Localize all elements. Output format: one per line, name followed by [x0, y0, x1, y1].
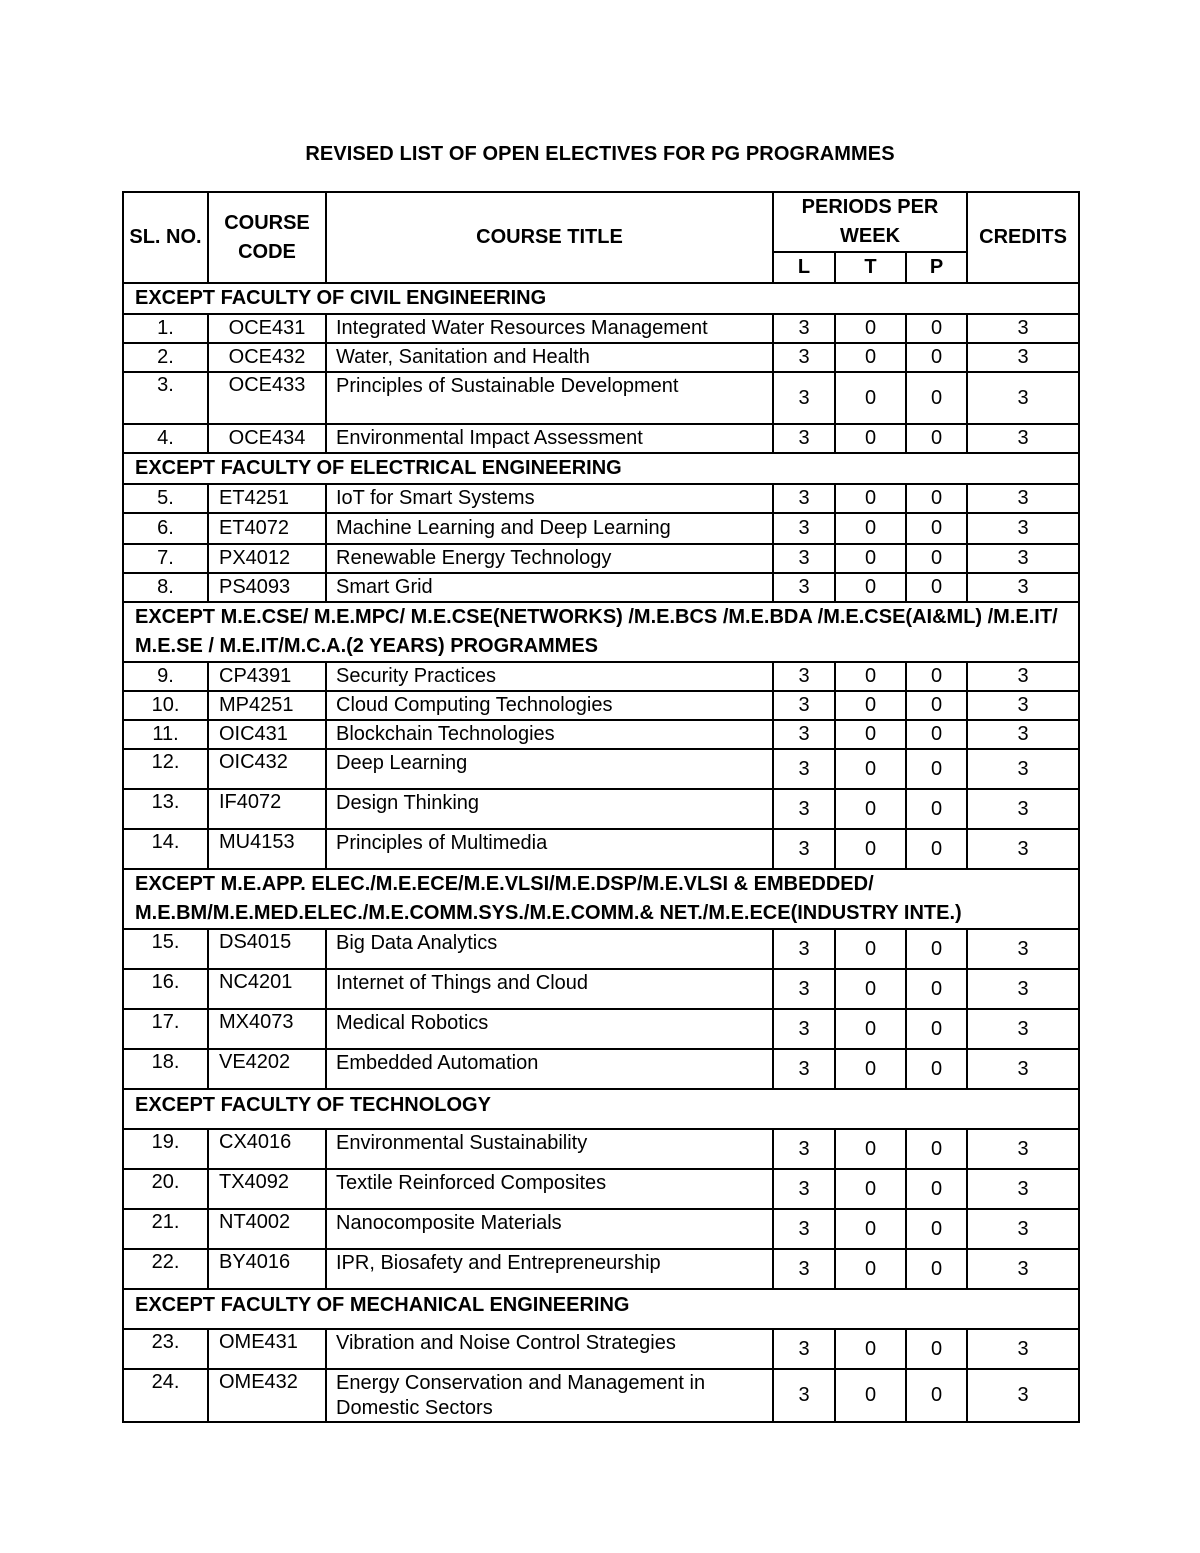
- sl-number: 10.: [123, 691, 208, 720]
- course-code: DS4015: [208, 929, 326, 969]
- course-code: OCE434: [208, 424, 326, 453]
- credits: 3: [967, 343, 1079, 372]
- practical-periods: 0: [906, 1049, 967, 1089]
- course-title: Textile Reinforced Composites: [326, 1169, 773, 1209]
- tutorial-periods: 0: [835, 1009, 906, 1049]
- course-title: IoT for Smart Systems: [326, 484, 773, 513]
- practical-periods: 0: [906, 662, 967, 691]
- course-code: OIC432: [208, 749, 326, 789]
- practical-periods: 0: [906, 1009, 967, 1049]
- tutorial-periods: 0: [835, 1049, 906, 1089]
- tutorial-periods: 0: [835, 1169, 906, 1209]
- course-title: Vibration and Noise Control Strategies: [326, 1329, 773, 1369]
- credits: 3: [967, 1169, 1079, 1209]
- header-p: P: [906, 252, 967, 283]
- header-t: T: [835, 252, 906, 283]
- sl-number: 8.: [123, 573, 208, 602]
- credits: 3: [967, 372, 1079, 424]
- course-code: IF4072: [208, 789, 326, 829]
- course-title: Embedded Automation: [326, 1049, 773, 1089]
- table-row: [123, 749, 1079, 789]
- course-title: Deep Learning: [326, 749, 773, 789]
- group-title: EXCEPT M.E.APP. ELEC./M.E.ECE/M.E.VLSI/M.E.DSP/M.E.VLSI & EMBEDDED/ M.E.BM/M.E.MED.ELEC./M.E.COMM.SYS./M.E.COMM.& NET./M.E.ECE(INDUSTRY INTE.): [123, 869, 1079, 929]
- practical-periods: 0: [906, 1369, 967, 1422]
- tutorial-periods: 0: [835, 1329, 906, 1369]
- credits: 3: [967, 1369, 1079, 1422]
- sl-number: 21.: [123, 1209, 208, 1249]
- sl-number: 12.: [123, 749, 208, 789]
- group-header-row: [123, 1289, 1079, 1329]
- course-title: Cloud Computing Technologies: [326, 691, 773, 720]
- practical-periods: 0: [906, 829, 967, 869]
- course-code: MP4251: [208, 691, 326, 720]
- lecture-periods: 3: [773, 343, 835, 372]
- course-code: OCE432: [208, 343, 326, 372]
- tutorial-periods: 0: [835, 343, 906, 372]
- tutorial-periods: 0: [835, 544, 906, 573]
- practical-periods: 0: [906, 1209, 967, 1249]
- practical-periods: 0: [906, 544, 967, 573]
- tutorial-periods: 0: [835, 1249, 906, 1289]
- course-code: OCE433: [208, 372, 326, 424]
- sl-number: 15.: [123, 929, 208, 969]
- lecture-periods: 3: [773, 929, 835, 969]
- practical-periods: 0: [906, 1329, 967, 1369]
- tutorial-periods: 0: [835, 1209, 906, 1249]
- table-row: [123, 573, 1079, 602]
- credits: 3: [967, 1129, 1079, 1169]
- credits: 3: [967, 662, 1079, 691]
- lecture-periods: 3: [773, 789, 835, 829]
- tutorial-periods: 0: [835, 749, 906, 789]
- course-title: Smart Grid: [326, 573, 773, 602]
- tutorial-periods: 0: [835, 691, 906, 720]
- header-row: [123, 192, 1079, 252]
- header-l: L: [773, 252, 835, 283]
- sl-number: 1.: [123, 314, 208, 343]
- tutorial-periods: 0: [835, 424, 906, 453]
- course-title: Design Thinking: [326, 789, 773, 829]
- sl-number: 4.: [123, 424, 208, 453]
- group-header-row: [123, 1089, 1079, 1129]
- lecture-periods: 3: [773, 1009, 835, 1049]
- table-row: [123, 720, 1079, 749]
- lecture-periods: 3: [773, 372, 835, 424]
- course-code: VE4202: [208, 1049, 326, 1089]
- course-code: OCE431: [208, 314, 326, 343]
- page-title: REVISED LIST OF OPEN ELECTIVES FOR PG PROGRAMMES: [305, 143, 895, 165]
- sl-number: 7.: [123, 544, 208, 573]
- course-title: Medical Robotics: [326, 1009, 773, 1049]
- sl-number: 16.: [123, 969, 208, 1009]
- tutorial-periods: 0: [835, 1129, 906, 1169]
- credits: 3: [967, 749, 1079, 789]
- practical-periods: 0: [906, 513, 967, 544]
- tutorial-periods: 0: [835, 829, 906, 869]
- practical-periods: 0: [906, 424, 967, 453]
- sl-number: 23.: [123, 1329, 208, 1369]
- sl-number: 22.: [123, 1249, 208, 1289]
- table-row: [123, 789, 1079, 829]
- course-code: TX4092: [208, 1169, 326, 1209]
- table-row: [123, 1009, 1079, 1049]
- group-title: EXCEPT FACULTY OF ELECTRICAL ENGINEERING: [123, 453, 1079, 484]
- course-code: CP4391: [208, 662, 326, 691]
- group-header-row: [123, 602, 1079, 662]
- table-row: [123, 424, 1079, 453]
- sl-number: 24.: [123, 1369, 208, 1422]
- lecture-periods: 3: [773, 1129, 835, 1169]
- lecture-periods: 3: [773, 544, 835, 573]
- course-code: BY4016: [208, 1249, 326, 1289]
- course-title: Energy Conservation and Management in Domestic Sectors: [326, 1369, 773, 1422]
- tutorial-periods: 0: [835, 372, 906, 424]
- course-code: CX4016: [208, 1129, 326, 1169]
- lecture-periods: 3: [773, 1209, 835, 1249]
- course-code: ET4072: [208, 513, 326, 544]
- sl-number: 9.: [123, 662, 208, 691]
- credits: 3: [967, 1049, 1079, 1089]
- course-title: Environmental Impact Assessment: [326, 424, 773, 453]
- table-row: [123, 1369, 1079, 1422]
- lecture-periods: 3: [773, 1329, 835, 1369]
- practical-periods: 0: [906, 929, 967, 969]
- credits: 3: [967, 573, 1079, 602]
- lecture-periods: 3: [773, 1249, 835, 1289]
- header-course-code: COURSE CODE: [208, 192, 326, 283]
- table-row: [123, 372, 1079, 424]
- tutorial-periods: 0: [835, 720, 906, 749]
- sl-number: 14.: [123, 829, 208, 869]
- table-row: [123, 484, 1079, 513]
- practical-periods: 0: [906, 969, 967, 1009]
- lecture-periods: 3: [773, 314, 835, 343]
- practical-periods: 0: [906, 314, 967, 343]
- header-credits: CREDITS: [967, 192, 1079, 283]
- course-title: Principles of Multimedia: [326, 829, 773, 869]
- course-title: Blockchain Technologies: [326, 720, 773, 749]
- lecture-periods: 3: [773, 691, 835, 720]
- tutorial-periods: 0: [835, 484, 906, 513]
- table-row: [123, 691, 1079, 720]
- lecture-periods: 3: [773, 424, 835, 453]
- practical-periods: 0: [906, 484, 967, 513]
- lecture-periods: 3: [773, 1169, 835, 1209]
- credits: 3: [967, 1009, 1079, 1049]
- course-title: Integrated Water Resources Management: [326, 314, 773, 343]
- credits: 3: [967, 969, 1079, 1009]
- course-title: IPR, Biosafety and Entrepreneurship: [326, 1249, 773, 1289]
- credits: 3: [967, 314, 1079, 343]
- practical-periods: 0: [906, 573, 967, 602]
- credits: 3: [967, 484, 1079, 513]
- course-title: Water, Sanitation and Health: [326, 343, 773, 372]
- course-code: OME432: [208, 1369, 326, 1422]
- lecture-periods: 3: [773, 484, 835, 513]
- lecture-periods: 3: [773, 1049, 835, 1089]
- table-row: [123, 343, 1079, 372]
- table-row: [123, 1249, 1079, 1289]
- practical-periods: 0: [906, 789, 967, 829]
- group-title: EXCEPT FACULTY OF TECHNOLOGY: [123, 1089, 1079, 1129]
- group-header-row: [123, 283, 1079, 314]
- course-code: ET4251: [208, 484, 326, 513]
- table-row: [123, 1209, 1079, 1249]
- credits: 3: [967, 513, 1079, 544]
- course-code: PX4012: [208, 544, 326, 573]
- course-title: Principles of Sustainable Development: [326, 372, 773, 424]
- lecture-periods: 3: [773, 573, 835, 602]
- credits: 3: [967, 1329, 1079, 1369]
- practical-periods: 0: [906, 691, 967, 720]
- sl-number: 2.: [123, 343, 208, 372]
- tutorial-periods: 0: [835, 573, 906, 602]
- credits: 3: [967, 829, 1079, 869]
- lecture-periods: 3: [773, 513, 835, 544]
- course-code: PS4093: [208, 573, 326, 602]
- group-header-row: [123, 869, 1079, 929]
- course-code: MU4153: [208, 829, 326, 869]
- header-periods-per-week: PERIODS PER WEEK: [773, 192, 967, 252]
- table-row: [123, 1129, 1079, 1169]
- sl-number: 6.: [123, 513, 208, 544]
- practical-periods: 0: [906, 1249, 967, 1289]
- course-title: Renewable Energy Technology: [326, 544, 773, 573]
- practical-periods: 0: [906, 1129, 967, 1169]
- course-code: OIC431: [208, 720, 326, 749]
- sl-number: 13.: [123, 789, 208, 829]
- practical-periods: 0: [906, 372, 967, 424]
- credits: 3: [967, 929, 1079, 969]
- group-title: EXCEPT FACULTY OF MECHANICAL ENGINEERING: [123, 1289, 1079, 1329]
- lecture-periods: 3: [773, 720, 835, 749]
- practical-periods: 0: [906, 1169, 967, 1209]
- course-code: MX4073: [208, 1009, 326, 1049]
- tutorial-periods: 0: [835, 314, 906, 343]
- practical-periods: 0: [906, 720, 967, 749]
- lecture-periods: 3: [773, 969, 835, 1009]
- credits: 3: [967, 1209, 1079, 1249]
- course-title: Security Practices: [326, 662, 773, 691]
- practical-periods: 0: [906, 749, 967, 789]
- credits: 3: [967, 789, 1079, 829]
- tutorial-periods: 0: [835, 969, 906, 1009]
- credits: 3: [967, 424, 1079, 453]
- header-course-title: COURSE TITLE: [326, 192, 773, 283]
- tutorial-periods: 0: [835, 789, 906, 829]
- course-title: Internet of Things and Cloud: [326, 969, 773, 1009]
- sl-number: 5.: [123, 484, 208, 513]
- tutorial-periods: 0: [835, 513, 906, 544]
- header-sl-no: SL. NO.: [123, 192, 208, 283]
- table-row: [123, 513, 1079, 544]
- table-row: [123, 544, 1079, 573]
- course-title: Environmental Sustainability: [326, 1129, 773, 1169]
- group-header-row: [123, 453, 1079, 484]
- table-row: [123, 314, 1079, 343]
- course-title: Nanocomposite Materials: [326, 1209, 773, 1249]
- electives-table: [122, 191, 1080, 1423]
- course-code: OME431: [208, 1329, 326, 1369]
- lecture-periods: 3: [773, 1369, 835, 1422]
- credits: 3: [967, 691, 1079, 720]
- practical-periods: 0: [906, 343, 967, 372]
- sl-number: 17.: [123, 1009, 208, 1049]
- table-row: [123, 1049, 1079, 1089]
- group-title: EXCEPT M.E.CSE/ M.E.MPC/ M.E.CSE(NETWORKS) /M.E.BCS /M.E.BDA /M.E.CSE(AI&ML) /M.E.IT/ M.E.SE / M.E.IT/M.C.A.(2 YEARS) PROGRAMMES: [123, 602, 1079, 662]
- course-code: NC4201: [208, 969, 326, 1009]
- table-row: [123, 969, 1079, 1009]
- tutorial-periods: 0: [835, 929, 906, 969]
- course-code: NT4002: [208, 1209, 326, 1249]
- credits: 3: [967, 720, 1079, 749]
- table-row: [123, 929, 1079, 969]
- table-row: [123, 1329, 1079, 1369]
- lecture-periods: 3: [773, 829, 835, 869]
- table-row: [123, 829, 1079, 869]
- sl-number: 20.: [123, 1169, 208, 1209]
- lecture-periods: 3: [773, 662, 835, 691]
- group-title: EXCEPT FACULTY OF CIVIL ENGINEERING: [123, 283, 1079, 314]
- tutorial-periods: 0: [835, 1369, 906, 1422]
- credits: 3: [967, 544, 1079, 573]
- credits: 3: [967, 1249, 1079, 1289]
- course-title: Machine Learning and Deep Learning: [326, 513, 773, 544]
- sl-number: 19.: [123, 1129, 208, 1169]
- table-row: [123, 662, 1079, 691]
- sl-number: 3.: [123, 372, 208, 424]
- tutorial-periods: 0: [835, 662, 906, 691]
- sl-number: 11.: [123, 720, 208, 749]
- table-row: [123, 1169, 1079, 1209]
- course-title: Big Data Analytics: [326, 929, 773, 969]
- sl-number: 18.: [123, 1049, 208, 1089]
- lecture-periods: 3: [773, 749, 835, 789]
